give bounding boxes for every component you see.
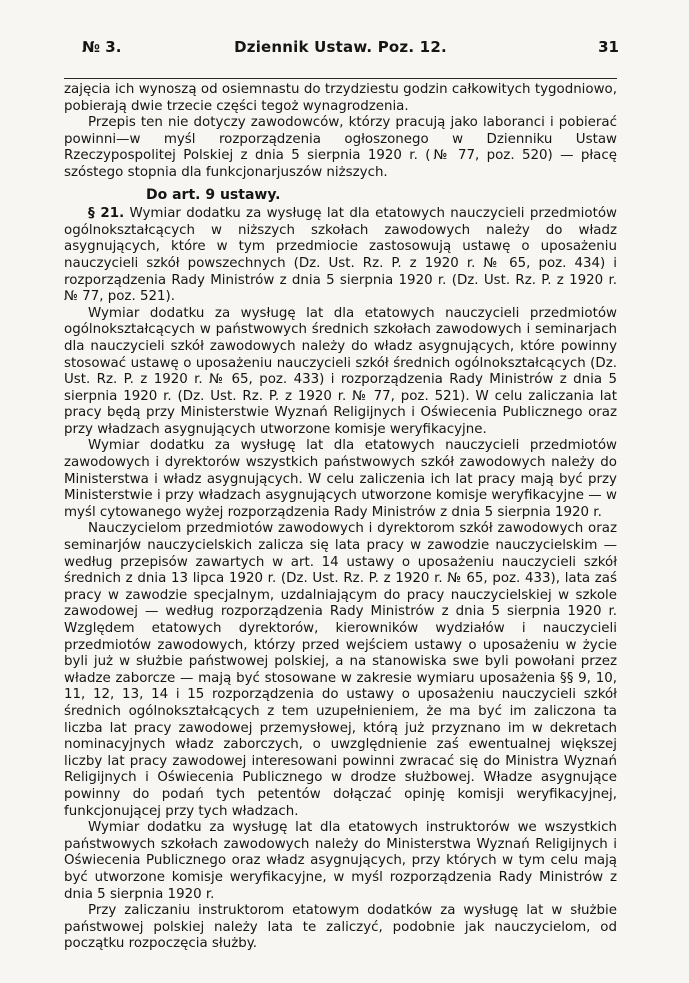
paragraph-text: Wymiar dodatku za wysługę lat dla etatowych nauczycieli przedmiotów ogólnokształcących w niższych szkołach zawodowych należy do władz asygnujących, które w tym przedmiocie zastosowują ustawę o uposażeniu nauczycieli szkół powszechnych (Dz. Ust. Rz. P. z 1920 r. № 65, poz. 434) i rozporządzenia Rady Ministrów z dnia 5 sierpnia 1920 r. (Dz. Ust. Rz. P. z 1920 r. № 77, poz. 521). <box>64 206 617 305</box>
running-header <box>64 34 617 60</box>
paragraph: Przepis ten nie dotyczy zawodowców, którzy pracują jako laboranci i pobierać powinni—w myśl rozporządzenia ogłoszonego w Dzienniku Ustaw Rzeczypospolitej Polskiej z dnia 5 sierpnia 1920 r. (№ 77, poz. 520) — płacę szóstego stopnia dla funkcjonarjuszów niższych. <box>64 115 617 180</box>
issue-number: № 3. <box>82 38 122 56</box>
header-rule <box>64 78 617 79</box>
paragraph: Wymiar dodatku za wysługę lat dla etatowych nauczycieli przedmiotów zawodowych i dyrektorów wszystkich państwowych szkół zawodowych należy do Ministerstwa i władz asygnujących. W celu zaliczenia ich lat pracy mają być przy Ministerstwie i przy władzach asygnujących utworzone komisje weryfikacyjne — w myśl cytowanego wyżej rozporządzenia Rady Ministrów z dnia 5 sierpnia 1920 r. <box>64 438 617 520</box>
paragraph: zajęcia ich wynoszą od osiemnastu do trzydziestu godzin całkowitych tygodniowo, pobierają dwie trzecie części tegoż wynagrodzenia. <box>64 82 617 114</box>
paragraph-mark: § 21. <box>88 206 125 222</box>
page-number: 31 <box>598 38 619 56</box>
paragraph: Wymiar dodatku za wysługę lat dla etatowych instruktorów we wszystkich państwowych szkołach zawodowych należy do Ministerstwa Wyznań Religijnych i Oświecenia Publicznego oraz władz asygnujących, przy których w tym celu mają być utworzone komisje weryfikacyjne, w myśl rozporządzenia Rady Ministrów z dnia 5 sierpnia 1920 r. <box>64 820 617 902</box>
paragraph-section-21 <box>64 206 617 306</box>
paragraph: Nauczycielom przedmiotów zawodowych i dyrektorom szkół zawodowych oraz seminarjów nauczycielskich zalicza się lata pracy w zawodzie nauczycielskim — według przepisów zawartych w art. 14 ustawy o uposażeniu nauczycieli szkół średnich z dnia 13 lipca 1920 r. (Dz. Ust. Rz. P. z 1920 r. № 65, poz. 433), lata zaś pracy w zawodzie specjalnym, uzdalniającym do pracy nauczycielskiej w szkole zawodowej — według rozporządzenia Rady Ministrów z dnia 5 sierpnia 1920 r. Względem etatowych dyrektorów, kierowników wydziałów i nauczycieli przedmiotów zawodowych, którzy przed wejściem ustawy o uposażeniu w życie byli już w służbie państwowej polskiej, a na stanowiska swe byli powołani przez władze zaborcze — mają być stosowane w zakresie wymiaru uposażenia §§ 9, 10, 11, 12, 13, 14 i 15 rozporządzenia do ustawy o uposażeniu nauczycieli szkół średnich ogólnokształcących z tem uzupełnieniem, że ma być im zaliczona ta liczba lat pracy zawodowej przemysłowej, którą już przyznano im w dekretach nominacyjnych władz zaborczych, o uwzględnienie zaś ewentualnej większej liczby lat pracy zawodowej interesowani powinni zwracać się do Ministra Wyznań Religijnych i Oświecenia Publicznego w drodze służbowej. Władze asygnujące powinny do podań tych petentów dołączać opinję komisji weryfikacyjnej, funkcjonującej przy tych władzach. <box>64 521 617 819</box>
document-body <box>64 82 617 953</box>
paragraph: Wymiar dodatku za wysługę lat dla etatowych nauczycieli przedmiotów ogólnokształcących w państwowych średnich szkołach zawodowych i seminarjach dla nauczycieli szkół zawodowych należy do władz asygnujących, które powinny stosować ustawę o uposażeniu nauczycieli szkół średnich ogólnokształcących (Dz. Ust. Rz. P. z 1920 r. № 65, poz. 433) i rozporządzenia Rady Ministrów z dnia 5 sierpnia 1920 r. (Dz. Ust. Rz. P. z 1920 r. № 77, poz. 521). W celu zaliczania lat pracy będą przy Ministerstwie Wyznań Religijnych i Oświecenia Publicznego oraz przy władzach asygnujących utworzone komisje weryfikacyjne. <box>64 305 617 437</box>
section-heading: Do art. 9 ustawy. <box>146 186 281 203</box>
journal-title: Dziennik Ustaw. Poz. 12. <box>234 38 447 56</box>
paragraph: Przy zaliczaniu instruktorom etatowym dodatków za wysługę lat w służbie państwowej polskiej należy lata te zaliczyć, podobnie jak nauczycielom, od początku rozpoczęcia służby. <box>64 903 617 952</box>
